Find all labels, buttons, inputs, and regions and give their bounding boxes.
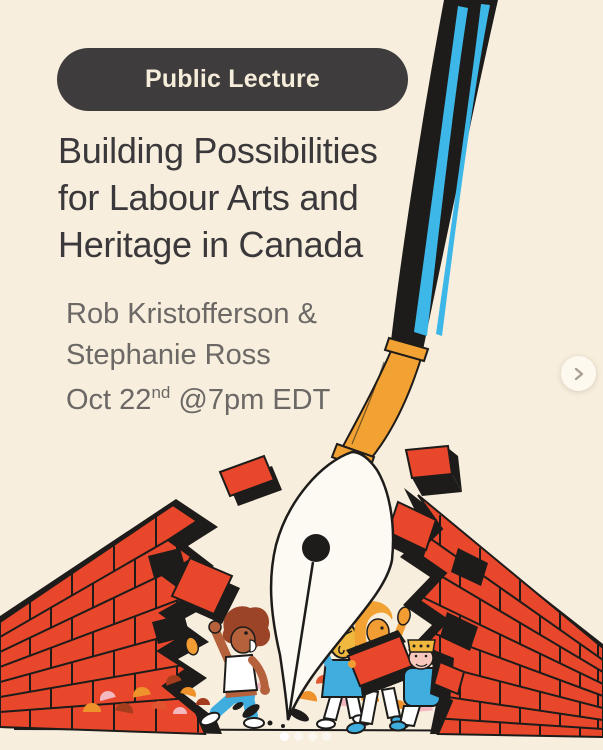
page-title	[58, 127, 378, 268]
carousel-dot-2[interactable]	[294, 732, 303, 741]
title-line-1: Building Possibilities	[58, 130, 378, 171]
event-datetime	[66, 384, 330, 417]
title-line-3: Heritage in Canada	[58, 224, 363, 265]
speaker-line-1: Rob Kristofferson &	[66, 298, 317, 330]
date-ordinal: nd	[151, 383, 171, 402]
title-line-2: for Labour Arts and	[58, 177, 359, 218]
carousel-dot-3[interactable]	[308, 732, 317, 741]
carousel-next-button[interactable]	[561, 356, 596, 391]
carousel-dots	[280, 732, 331, 741]
pen-ferrule	[341, 344, 423, 461]
event-type-badge	[57, 48, 408, 111]
speaker-names	[66, 294, 317, 376]
nib-hole	[302, 534, 330, 562]
carousel-dot-1[interactable]	[280, 732, 289, 741]
speaker-line-2: Stephanie Ross	[66, 339, 271, 371]
badge-label: Public Lecture	[144, 65, 321, 93]
event-time: @7pm EDT	[170, 384, 331, 416]
carousel-dot-4[interactable]	[322, 732, 331, 741]
event-date: Oct 22	[66, 384, 152, 416]
chevron-right-icon	[571, 366, 587, 382]
